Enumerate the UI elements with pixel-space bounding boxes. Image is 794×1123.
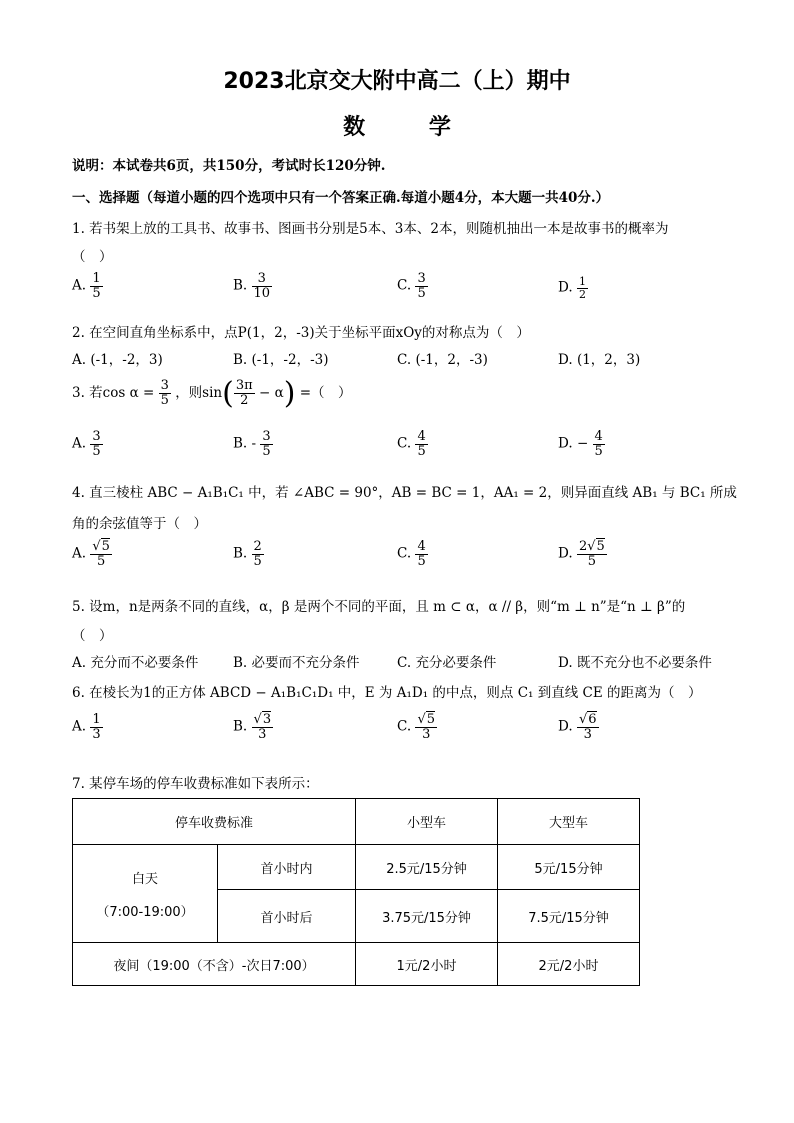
q2-option-d: D. (1，2，3) — [558, 352, 641, 368]
table-cell: 5元/15分钟 — [498, 845, 640, 890]
q1-option-a: A. $\frac{1}{5}$ — [72, 271, 101, 301]
table-cell: 1元/2小时 — [356, 943, 498, 986]
section-heading: 一、选择题（每道小题的四个选项中只有一个答案正确.每道小题4分，本大题一共40分.） — [72, 190, 610, 206]
q3-option-c: C. $\frac{4}{5}$ — [397, 429, 426, 459]
day-cell — [73, 845, 218, 943]
q3-option-a: A. $\frac{3}{5}$ — [72, 429, 101, 459]
page-title: 2023北京交大附中高二（上）期中 — [223, 69, 571, 94]
question-5-line1: 5. 设m，n是两条不同的直线，α，β 是两个不同的平面，且 m ⊂ α，α // β，则“m ⊥ n”是“n ⊥ β”的 — [72, 599, 686, 615]
question-4-line2: 角的余弦值等于（ ） — [72, 516, 207, 532]
q5-option-a: A. 充分而不必要条件 — [72, 655, 199, 671]
table-header-cell: 停车收费标准 — [73, 799, 356, 845]
table-cell: 夜间（19:00（不含）-次日7:00） — [73, 943, 356, 986]
table-cell: 首小时内 — [218, 845, 356, 890]
q4-option-d: D. $\frac{2√5}{5}$ — [558, 539, 605, 569]
question-1-text: 1. 若书架上放的工具书、故事书、图画书分别是5本、3本、2本，则随机抽出一本是故事书的概率为 — [72, 221, 669, 237]
q5-option-d: D. 既不充分也不必要条件 — [558, 655, 712, 671]
q4-option-b: B. $\frac{2}{5}$ — [233, 539, 262, 569]
q2-option-b: B. (-1，-2，-3) — [233, 352, 329, 368]
table-header-row — [73, 799, 640, 845]
table-cell: 3.75元/15分钟 — [356, 890, 498, 943]
q3-option-b: B. - $\frac{3}{5}$ — [233, 429, 271, 459]
question-1-paren: （ ） — [72, 249, 113, 265]
q1-option-c: C. $\frac{3}{5}$ — [397, 271, 426, 301]
q2-option-c: C. (-1，2，-3) — [397, 352, 488, 368]
q6-option-c: C. $\frac{√5}{3}$ — [397, 712, 436, 742]
question-5-line2: （ ） — [72, 628, 113, 644]
table-cell: 2.5元/15分钟 — [356, 845, 498, 890]
subject-title: 数 学 — [343, 115, 479, 140]
q4-option-c: C. $\frac{4}{5}$ — [397, 539, 426, 569]
q6-option-b: B. $\frac{√3}{3}$ — [233, 712, 272, 742]
q5-option-c: C. 充分必要条件 — [397, 655, 497, 671]
instructions: 说明：本试卷共6页，共150分，考试时长120分钟. — [72, 158, 386, 174]
parking-fee-table — [72, 798, 640, 986]
q1-option-d: D. $\frac{1}{2}$ — [558, 275, 586, 301]
q5-option-b: B. 必要而不充分条件 — [233, 655, 360, 671]
question-2-text: 2. 在空间直角坐标系中，点P(1，2，-3)关于坐标平面xOy的对称点为（ ） — [72, 325, 530, 341]
day-label: 白天 — [131, 871, 158, 887]
question-4-line1: 4. 直三棱柱 ABC − A₁B₁C₁ 中，若 ∠ABC = 90°，AB = BC = 1，AA₁ = 2，则异面直线 AB₁ 与 BC₁ 所成 — [72, 485, 737, 501]
q4-option-a: A. $\frac{√5}{5}$ — [72, 539, 110, 569]
table-row — [73, 943, 640, 986]
table-row — [73, 845, 640, 890]
table-header-cell: 小型车 — [356, 799, 498, 845]
q3-option-d: D. − $\frac{4}{5}$ — [558, 429, 603, 459]
q6-option-d: D. $\frac{√6}{3}$ — [558, 712, 597, 742]
question-3-text: 3. 若cos α = $\frac{3}{5}$ ，则sin( $\frac{3\pi}{2}$ − α) =（ ） — [72, 376, 352, 411]
q6-option-a: A. $\frac{1}{3}$ — [72, 712, 101, 742]
question-6-text: 6. 在棱长为1的正方体 ABCD − A₁B₁C₁D₁ 中，E 为 A₁D₁ 的中点，则点 C₁ 到直线 CE 的距离为（ ） — [72, 685, 702, 701]
q2-option-a: A. (-1，-2，3) — [72, 352, 163, 368]
table-cell: 7.5元/15分钟 — [498, 890, 640, 943]
table-header-cell: 大型车 — [498, 799, 640, 845]
question-7-text: 7. 某停车场的停车收费标准如下表所示： — [72, 776, 319, 792]
table-cell: 2元/2小时 — [498, 943, 640, 986]
table-cell: 首小时后 — [218, 890, 356, 943]
q1-option-b: B. $\frac{3}{10}$ — [233, 271, 271, 301]
day-time: （7:00-19:00） — [96, 904, 194, 920]
